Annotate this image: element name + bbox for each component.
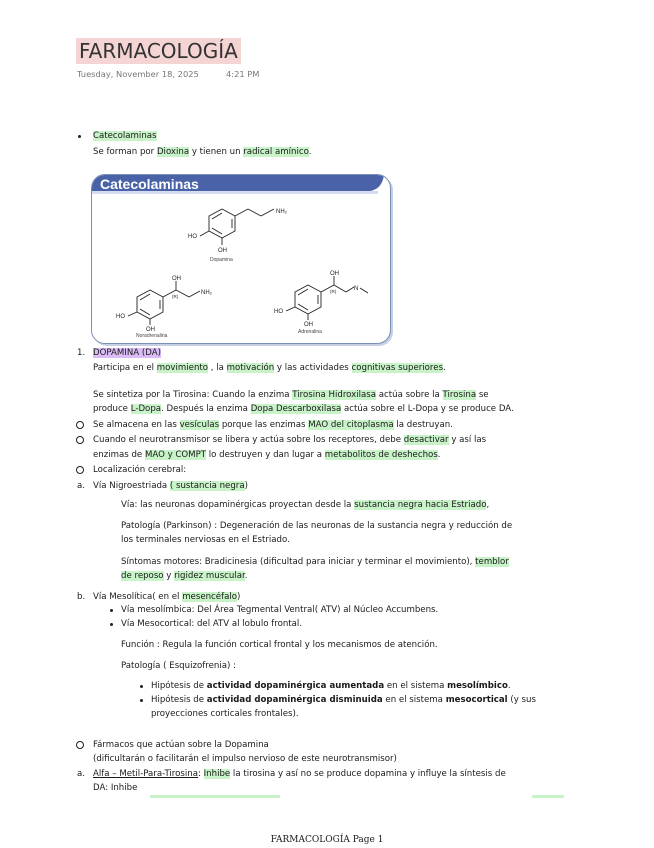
svg-text:NH₂: NH₂ — [201, 290, 212, 296]
svg-text:N: N — [354, 286, 359, 292]
bullet-dot-icon — [140, 685, 143, 688]
item-letter: a. — [77, 481, 85, 491]
alfa-metil-line-2: DA: Inhibe — [93, 783, 138, 793]
bullet-dot-icon — [140, 699, 143, 702]
noradrenalina-structure — [128, 281, 200, 325]
bullet-dot-icon — [78, 135, 81, 138]
alfa-metil-line-1: Alfa – Metil-Para-Tirosina: Inhibe la tirosina y así no se produce dopamina y influye la síntesis de — [93, 769, 506, 779]
sintesis-line-1: Se sintetiza por la Tirosina: Cuando la enzima Tirosina Hidroxilasa actúa sobre la Tirosina se — [93, 390, 489, 400]
dopamina-line-1: Participa en el movimiento , la motivación y las actividades cognitivas superiores. — [93, 363, 446, 373]
page-title: FARMACOLOGÍA — [76, 38, 241, 64]
libera-line-1: Cuando el neurotransmisor se libera y actúa sobre los receptores, debe desactivar y así las — [93, 435, 487, 445]
sintomas-line-2: de reposo y rigidez muscular. — [121, 571, 248, 581]
bullet-dot-icon — [110, 623, 113, 626]
figure-banner-title: Catecolaminas — [100, 176, 199, 192]
svg-text:OH: OH — [218, 248, 227, 254]
farmacos-line-2: (dificultarán o facilitarán el impulso nervioso de este neurotransmisor) — [93, 754, 397, 764]
sintomas-line-1: Síntomas motores: Bradicinesia (dificultad para iniciar y terminar el movimiento), temblor — [121, 557, 509, 567]
localizacion-line: Localización cerebral: — [93, 465, 187, 475]
item-letter: b. — [77, 592, 86, 602]
farmacos-line-1: Fármacos que actúan sobre la Dopamina — [93, 740, 269, 750]
svg-text:NH₂: NH₂ — [276, 209, 287, 215]
dopamina-structure — [200, 209, 274, 245]
page-date: Tuesday, November 18, 2025 — [77, 69, 199, 79]
item-letter: a. — [77, 769, 85, 779]
esquizofrenia-line: Patología ( Esquizofrenia) : — [121, 661, 236, 671]
circle-bullet-icon — [76, 466, 84, 474]
via-line: Vía: las neuronas dopaminérgicas proyectan desde la sustancia negra hacia Estriado, — [121, 500, 490, 510]
almacena-line: Se almacena en las vesículas porque las enzimas MAO del citoplasma la destruyan. — [93, 420, 453, 430]
bullet-dot-icon — [110, 609, 113, 612]
catecolaminas-heading: Catecolaminas — [93, 131, 157, 141]
nigroestriada-heading: Vía Nigroestriada ( sustancia negra) — [93, 481, 248, 491]
svg-text:HO: HO — [116, 314, 125, 320]
svg-text:(R): (R) — [330, 289, 337, 294]
sintesis-line-2: produce L-Dopa. Después la enzima Dopa Descarboxilasa actúa sobre el L-Dopa y se produce DA. — [93, 404, 514, 414]
page-footer: FARMACOLOGÍA Page 1 — [270, 835, 384, 845]
mesolitica-heading: Vía Mesolítica( en el mesencéfalo) — [93, 592, 241, 602]
adrenalina-structure — [286, 276, 368, 320]
dopamina-heading: DOPAMINA (DA) — [93, 348, 161, 358]
hipotesis-2-line-2: proyecciones corticales frontales). — [151, 709, 299, 719]
mesolimbica-line: Vía mesolímbica: Del Área Tegmental Ventral( ATV) al Núcleo Accumbens. — [121, 605, 439, 615]
circle-bullet-icon — [76, 421, 84, 429]
svg-text:OH: OH — [172, 276, 181, 282]
hipotesis-2-line-1: Hipótesis de actividad dopaminérgica disminuida en el sistema mesocortical (y sus — [151, 695, 536, 705]
svg-text:OH: OH — [330, 271, 339, 277]
svg-text:HO: HO — [188, 234, 197, 240]
svg-text:OH: OH — [146, 327, 155, 333]
svg-text:HO: HO — [274, 309, 283, 315]
libera-line-2: enzimas de MAO y COMPT lo destruyen y dan lugar a metabolitos de deshechos. — [93, 450, 441, 460]
section-number: 1. — [77, 348, 86, 358]
mesocortical-line: Vía Mesocortical: del ATV al lobulo frontal. — [121, 619, 303, 629]
funcion-line: Función : Regula la función cortical frontal y los mecanismos de atención. — [121, 640, 438, 650]
highlight-fragment — [532, 795, 564, 798]
svg-text:OH: OH — [304, 322, 313, 328]
parkinson-line-2: los terminales nerviosas en el Estriado. — [121, 535, 290, 545]
circle-bullet-icon — [76, 741, 84, 749]
adrenalina-label: Adrenalina — [298, 329, 322, 335]
noradrenalina-label: Noradrenalina — [136, 333, 168, 339]
dopamina-label: Dopamina — [210, 257, 233, 263]
circle-bullet-icon — [76, 436, 84, 444]
parkinson-line-1: Patología (Parkinson) : Degeneración de las neuronas de la sustancia negra y reducción de — [121, 521, 513, 531]
catecolaminas-figure — [91, 174, 391, 344]
catecolaminas-text: Se forman por Dioxina y tienen un radical amínico. — [93, 147, 312, 157]
svg-text:(R): (R) — [172, 294, 179, 299]
highlight-fragment — [150, 795, 280, 798]
page-time: 4:21 PM — [226, 69, 260, 79]
hipotesis-1: Hipótesis de actividad dopaminérgica aumentada en el sistema mesolímbico. — [151, 681, 511, 691]
